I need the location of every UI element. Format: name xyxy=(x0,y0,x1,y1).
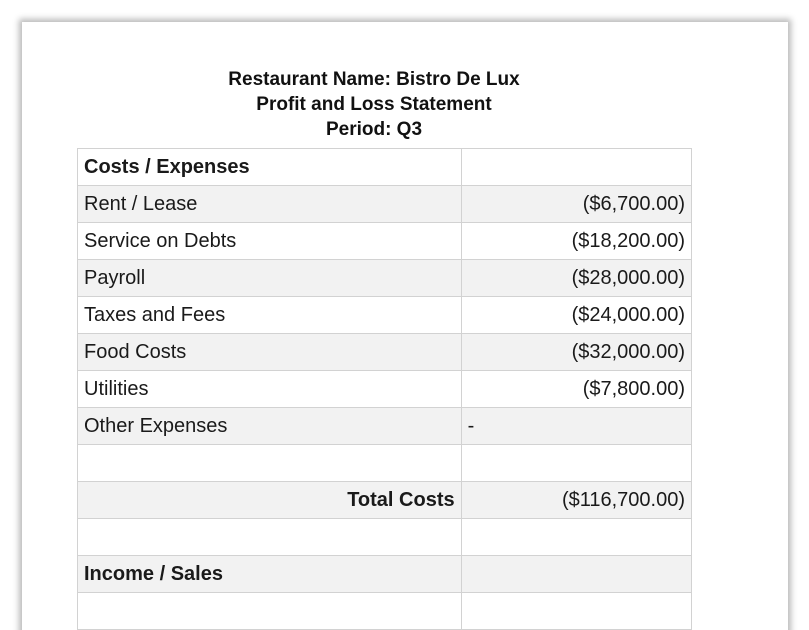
empty-cell xyxy=(461,593,691,630)
row-amount: ($6,700.00) xyxy=(461,186,691,223)
empty-cell xyxy=(461,149,691,186)
table-row xyxy=(78,297,692,334)
table-row xyxy=(78,371,692,408)
row-amount: ($32,000.00) xyxy=(461,334,691,371)
empty-cell xyxy=(461,445,691,482)
table-row xyxy=(78,334,692,371)
row-amount: - xyxy=(461,408,691,445)
row-label: Utilities xyxy=(78,371,462,408)
table-row xyxy=(78,593,692,630)
profit-loss-table xyxy=(77,148,692,630)
row-amount: ($24,000.00) xyxy=(461,297,691,334)
income-heading: Income / Sales xyxy=(78,556,462,593)
table-row xyxy=(78,260,692,297)
row-label: Other Expenses xyxy=(78,408,462,445)
total-costs-amount: ($116,700.00) xyxy=(461,482,691,519)
empty-cell xyxy=(78,445,462,482)
empty-cell xyxy=(78,593,462,630)
statement-title: Profit and Loss Statement xyxy=(256,94,492,115)
income-heading-row xyxy=(78,556,692,593)
costs-heading: Costs / Expenses xyxy=(78,149,462,186)
costs-heading-row xyxy=(78,149,692,186)
row-label: Rent / Lease xyxy=(78,186,462,223)
empty-cell xyxy=(461,556,691,593)
row-label: Service on Debts xyxy=(78,223,462,260)
empty-cell xyxy=(461,519,691,556)
total-costs-row xyxy=(78,482,692,519)
empty-cell xyxy=(78,519,462,556)
total-costs-label: Total Costs xyxy=(78,482,462,519)
row-amount: ($18,200.00) xyxy=(461,223,691,260)
table-row xyxy=(78,223,692,260)
restaurant-name: Restaurant Name: Bistro De Lux xyxy=(228,69,520,90)
table-row xyxy=(78,408,692,445)
row-label: Food Costs xyxy=(78,334,462,371)
table-row xyxy=(78,186,692,223)
statement-header xyxy=(22,67,726,142)
row-amount: ($28,000.00) xyxy=(461,260,691,297)
row-label: Taxes and Fees xyxy=(78,297,462,334)
row-label: Payroll xyxy=(78,260,462,297)
blank-row xyxy=(78,445,692,482)
statement-period: Period: Q3 xyxy=(325,119,423,140)
blank-row xyxy=(78,519,692,556)
row-amount: ($7,800.00) xyxy=(461,371,691,408)
